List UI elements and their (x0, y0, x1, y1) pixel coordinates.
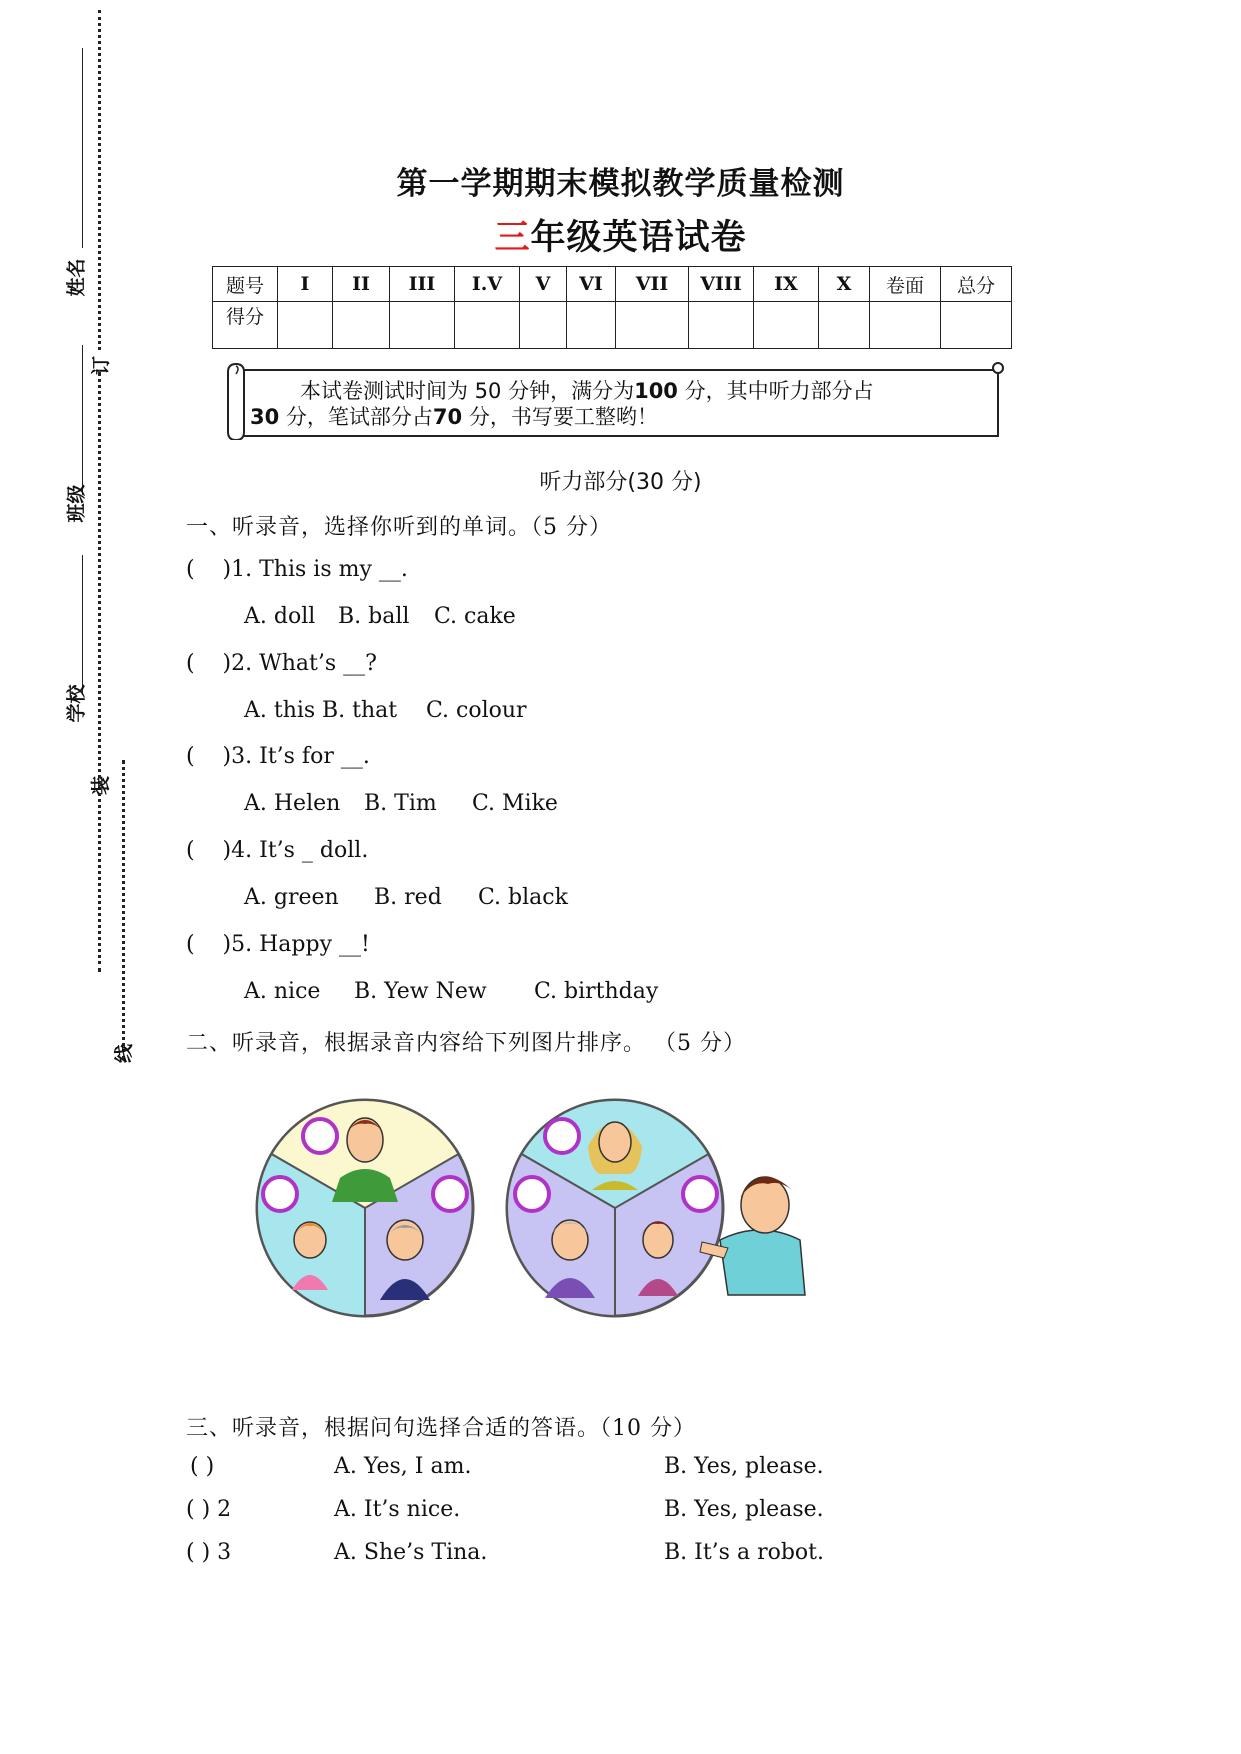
option-a: A. It’s nice. (334, 1497, 461, 1522)
score-col: V (520, 267, 567, 302)
option-a: A. doll (244, 604, 316, 629)
score-col: I.V (455, 267, 520, 302)
pie-chart-2 (507, 1100, 723, 1316)
option-b: B. ball (338, 604, 410, 629)
option-a: A. She’s Tina. (334, 1540, 488, 1565)
option-b: B. Yes, please. (664, 1497, 824, 1522)
notice-line2-b: 分，笔试部分占 (279, 405, 433, 429)
answer-bracket: ( ) (190, 1454, 215, 1479)
score-col: 卷面 (870, 267, 941, 302)
score-col: VII (616, 267, 689, 302)
option-b: B. Yes, please. (664, 1454, 824, 1479)
score-row-head: 得分 (213, 302, 278, 349)
score-cell (278, 302, 333, 349)
score-col: III (390, 267, 455, 302)
question-stem: ( )1. This is my __. (186, 557, 408, 582)
score-cell (567, 302, 616, 349)
score-col: II (333, 267, 390, 302)
answer-bracket: ( ) 3 (186, 1540, 232, 1565)
exam-subtitle (0, 210, 1241, 260)
notice-written-score: 70 (432, 405, 463, 429)
score-cell (941, 302, 1012, 349)
score-cell (455, 302, 520, 349)
option-b: B. Tim (364, 791, 437, 816)
option-a: A. green (244, 885, 339, 910)
question-stem: ( )3. It’s for __. (186, 744, 370, 769)
xian-label: 线 (113, 1043, 136, 1064)
notice-text (250, 378, 970, 430)
option-a: A. Helen (244, 791, 341, 816)
notice-listening-score: 30 (250, 405, 280, 429)
part1-title: 一、听录音，选择你听到的单词。（5 分） (186, 515, 612, 540)
score-col: 总分 (941, 267, 1012, 302)
zhuang-label: 装 (90, 775, 113, 796)
option-a: A. Yes, I am. (334, 1454, 472, 1479)
score-col: VIII (689, 267, 754, 302)
exam-title: 第一学期期末模拟教学质量检测 (396, 166, 845, 202)
notice-line1-a: 本试卷测试时间为 50 分钟，满分为 (300, 379, 635, 403)
subtitle-rest: 年级英语试卷 (530, 218, 747, 258)
score-col: X (819, 267, 870, 302)
score-cell (870, 302, 941, 349)
score-table (212, 266, 1012, 349)
option-a: A. nice (244, 979, 321, 1004)
part3-title: 三、听录音，根据问句选择合适的答语。（10 分） (186, 1416, 696, 1441)
option-b: B. red (374, 885, 442, 910)
family-pictures (240, 1090, 880, 1330)
option-c: C. cake (434, 604, 516, 629)
score-cell (616, 302, 689, 349)
option-b: B. It’s a robot. (664, 1540, 824, 1565)
score-cell (390, 302, 455, 349)
part2-title: 二、听录音，根据录音内容给下列图片排序。 （5 分） (186, 1031, 746, 1056)
pie-chart-1 (257, 1100, 473, 1316)
score-cell (819, 302, 870, 349)
score-table-head: 题号 (213, 267, 278, 302)
question-stem: ( )4. It’s _ doll. (186, 838, 369, 863)
option-c: C. Mike (472, 791, 558, 816)
binding-dotted-line-2 (98, 372, 101, 972)
score-cell (520, 302, 567, 349)
notice-line2-d: 分，书写要工整哟！ (462, 405, 658, 429)
notice-total-score: 100 (634, 379, 678, 403)
score-cell (754, 302, 819, 349)
subtitle-red-char: 三 (494, 218, 531, 258)
answer-bracket: ( ) 2 (186, 1497, 232, 1522)
score-col: VI (567, 267, 616, 302)
score-col: I (278, 267, 333, 302)
option-b: B. that (322, 698, 398, 723)
binding-dotted-line-3 (122, 760, 125, 1060)
ding-label: 订 (90, 355, 113, 376)
notice-line1-c: 分，其中听力部分占 (677, 379, 874, 403)
option-a: A. this (244, 698, 316, 723)
option-c: C. birthday (534, 979, 659, 1004)
score-col: IX (754, 267, 819, 302)
score-cell (689, 302, 754, 349)
score-cell (333, 302, 390, 349)
name-label: 姓名 (65, 258, 88, 297)
option-c: C. colour (426, 698, 527, 723)
class-label: 班级 (65, 484, 88, 523)
school-label: 学校 (65, 684, 88, 723)
question-stem: ( )5. Happy __! (186, 932, 370, 957)
listening-heading: 听力部分(30 分) (539, 470, 702, 495)
option-b: B. Yew New (354, 979, 487, 1004)
question-stem: ( )2. What’s __? (186, 651, 377, 676)
school-write-line (82, 555, 83, 695)
option-c: C. black (478, 885, 568, 910)
